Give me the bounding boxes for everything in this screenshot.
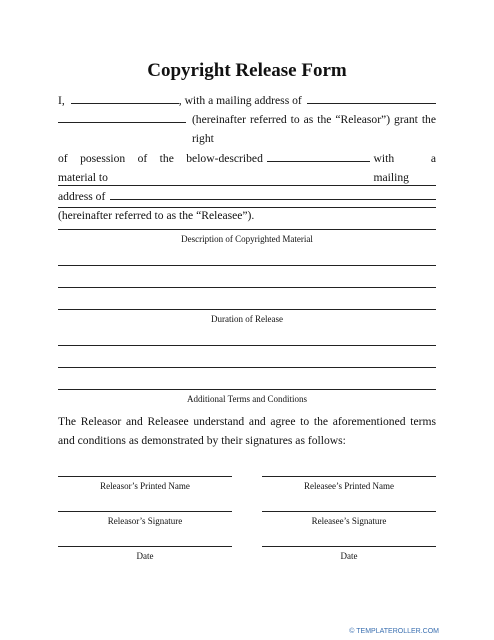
intro-text-i: I, [58, 94, 65, 107]
releasor-date-line[interactable] [58, 546, 232, 547]
releasee-name-field[interactable] [267, 151, 370, 162]
releasor-name-field[interactable] [71, 93, 179, 104]
terms-line-3[interactable] [58, 389, 436, 390]
footer-watermark[interactable]: © TEMPLATEROLLER.COM [349, 628, 439, 635]
releasee-date-line[interactable] [262, 546, 436, 547]
intro-text-mailing: , with a mailing address of [178, 94, 302, 107]
intro-text-address-of: address of [58, 190, 106, 204]
intro-text-posession: of posession of the below-described material to [58, 151, 263, 184]
releasee-printed-name-line[interactable] [262, 476, 436, 477]
intro-line-1 [58, 91, 436, 110]
form-title: Copyright Release Form [147, 60, 347, 81]
duration-line-3[interactable] [58, 309, 436, 310]
releasor-date-label: Date [136, 551, 154, 561]
description-line-1[interactable] [58, 185, 436, 186]
intro-line-3 [58, 149, 436, 187]
description-line-3[interactable] [58, 229, 436, 230]
releasee-address-field[interactable] [110, 189, 436, 200]
description-caption: Description of Copyrighted Material [181, 234, 313, 244]
intro-text-releasor: (hereinafter referred to as the “Releasor”) grant the right [191, 113, 436, 146]
releasee-signature-line[interactable] [262, 511, 436, 512]
releasee-printed-name-label: Releasee’s Printed Name [304, 481, 394, 491]
terms-line-2[interactable] [58, 367, 436, 368]
agreement-paragraph: The Releasor and Releasee understand and agree to the aforementioned terms and conditions as demonstrated by their signatures as follows: [58, 415, 436, 448]
terms-caption: Additional Terms and Conditions [187, 394, 307, 404]
terms-line-1[interactable] [58, 345, 436, 346]
intro-line-4 [58, 187, 436, 206]
releasor-printed-name-line[interactable] [58, 476, 232, 477]
releasor-address-field-cont[interactable] [58, 112, 186, 123]
releasor-address-field[interactable] [307, 93, 436, 104]
releasor-signature-label: Releasor’s Signature [107, 516, 183, 526]
duration-line-2[interactable] [58, 287, 436, 288]
intro-line-2 [58, 110, 436, 148]
releasee-date-label: Date [340, 551, 358, 561]
intro-paragraph [58, 91, 436, 225]
description-line-2[interactable] [58, 207, 436, 208]
releasor-signature-line[interactable] [58, 511, 232, 512]
intro-line-5: (hereinafter referred to as the “Releasee”). [58, 209, 255, 223]
releasor-printed-name-label: Releasor’s Printed Name [100, 481, 190, 491]
duration-line-1[interactable] [58, 265, 436, 266]
releasee-signature-label: Releasee’s Signature [311, 516, 387, 526]
duration-caption: Duration of Release [211, 314, 283, 324]
intro-text-with-mailing: with a mailing [373, 151, 436, 184]
